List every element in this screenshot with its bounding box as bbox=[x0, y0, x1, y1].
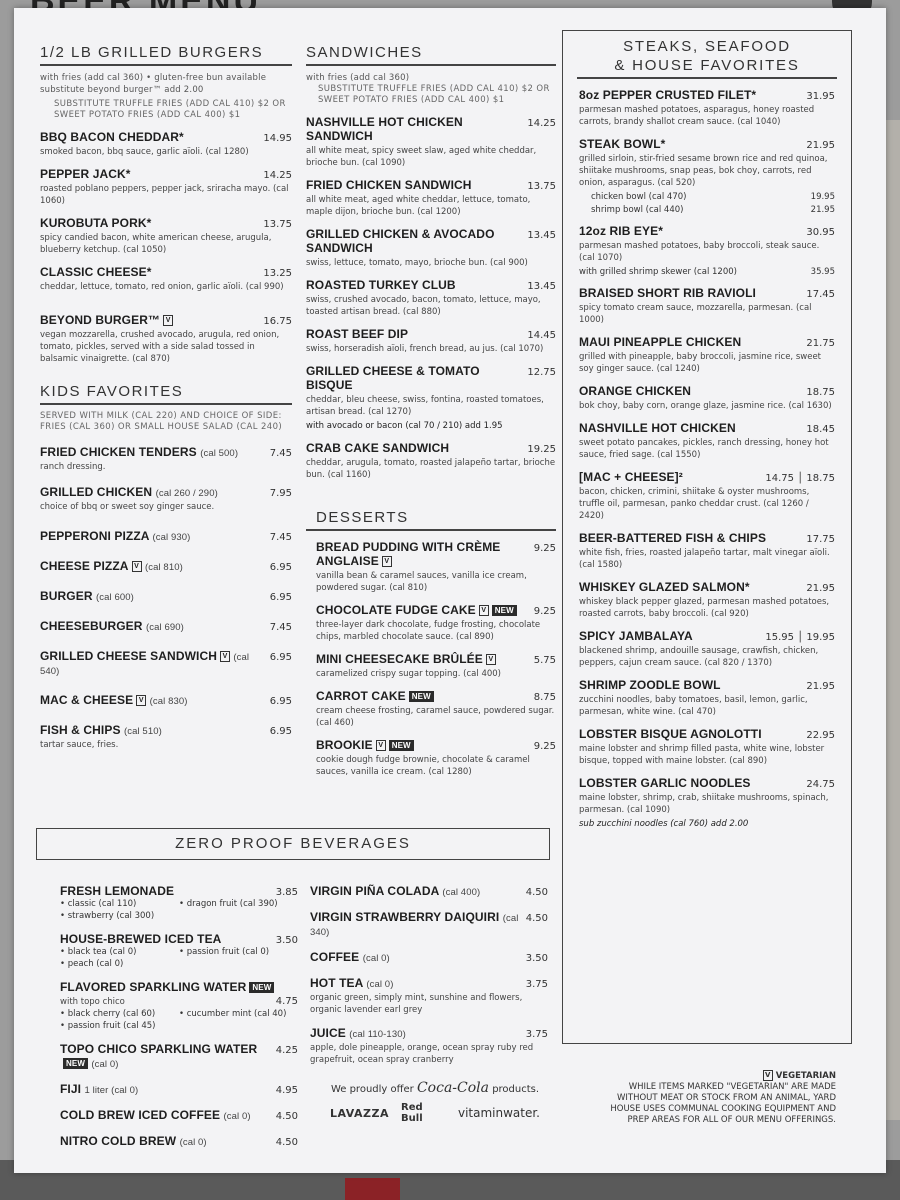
new-badge: NEW bbox=[63, 1058, 88, 1069]
proudly-text: We proudly offer bbox=[330, 1084, 414, 1095]
desserts-title: DESSERTS bbox=[306, 509, 556, 531]
menu-item bbox=[306, 115, 556, 169]
vegetarian-note: V VEGETARIAN WHILE ITEMS MARKED "VEGETARIAN" ARE MADE WITHOUT MEAT OR STOCK FROM AN ANIMAL, YARD HOUSE USES COMMUNAL COOKING EQUIPMENT AND PREP AREAS FOR ALL OF OUR MENU OFFERINGS. bbox=[610, 1071, 836, 1125]
menu-item bbox=[316, 540, 556, 594]
item-addon: chicken bowl (cal 470) 19.95 bbox=[591, 192, 835, 202]
menu-item bbox=[40, 167, 292, 207]
item-desc: spicy candied bacon, white american cheese, arugula, blueberry ketchup. (cal 1050) bbox=[40, 233, 272, 255]
menu-item bbox=[579, 224, 835, 277]
zero-proof-right bbox=[310, 884, 548, 1066]
item-desc: swiss, lettuce, tomato, mayo, brioche bun. (cal 900) bbox=[306, 258, 528, 268]
menu-item bbox=[579, 580, 835, 620]
item-price: 4.50 bbox=[275, 1111, 298, 1122]
vegetarian-icon: V bbox=[479, 605, 489, 616]
menu-item bbox=[40, 485, 292, 513]
item-price: 17.75 bbox=[806, 534, 835, 545]
item-name: MAC & CHEESE V (cal 830) bbox=[40, 693, 188, 707]
item-desc: parmesan mashed potatoes, baby broccoli, steak sauce. (cal 1070) bbox=[579, 241, 820, 263]
burgers-section bbox=[40, 44, 292, 751]
item-price: 6.95 bbox=[269, 726, 292, 737]
menu-item bbox=[40, 559, 292, 573]
item-desc: with topo chico bbox=[60, 997, 125, 1007]
menu-item bbox=[40, 589, 292, 603]
item-price: 14.95 bbox=[263, 133, 292, 144]
item-desc: cookie dough fudge brownie, chocolate & caramel sauces, vanilla ice cream. (cal 1280) bbox=[316, 755, 530, 777]
menu-item bbox=[579, 286, 835, 326]
brand-logos bbox=[330, 1080, 540, 1124]
item-name: VIRGIN STRAWBERRY DAIQUIRI (cal 340) bbox=[310, 910, 519, 938]
item-price: 8.75 bbox=[533, 692, 556, 703]
menu-item bbox=[40, 265, 292, 293]
item-name: COLD BREW ICED COFFEE (cal 0) bbox=[60, 1108, 251, 1122]
menu-item bbox=[579, 629, 835, 669]
item-price: 7.45 bbox=[269, 448, 292, 459]
item-desc: vanilla bean & caramel sauces, vanilla ice cream, powdered sugar. (cal 810) bbox=[316, 571, 527, 593]
item-name: ROAST BEEF DIP bbox=[306, 327, 409, 341]
menu-item bbox=[579, 727, 835, 767]
item-price: 30.95 bbox=[806, 227, 835, 238]
menu-item bbox=[579, 88, 835, 128]
menu-item bbox=[40, 529, 292, 543]
item-desc: maine lobster and shrimp filled pasta, white wine, lobster bisque, topped with maine lobster. (cal 890) bbox=[579, 744, 825, 766]
item-name: BROOKIE V NEW bbox=[316, 738, 414, 752]
item-name: STEAK BOWL* bbox=[579, 137, 666, 151]
item-name: MINI CHEESECAKE BRÛLÉE V bbox=[316, 652, 496, 666]
item-desc: bok choy, baby corn, orange glaze, jasmine rice. (cal 1630) bbox=[579, 401, 832, 411]
red-object bbox=[345, 1178, 400, 1200]
new-badge: NEW bbox=[409, 691, 434, 702]
vegetarian-icon: V bbox=[376, 740, 386, 751]
item-name: GRILLED CHEESE & TOMATO BISQUE bbox=[306, 364, 480, 392]
item-desc: all white meat, aged white cheddar, lettuce, tomato, maple dijon, brioche bun. (cal 1200) bbox=[306, 195, 531, 217]
item-price: 21.75 bbox=[806, 338, 835, 349]
item-price: 19.25 bbox=[527, 444, 556, 455]
menu-item bbox=[306, 327, 556, 355]
item-options: • black cherry (cal 60) • cucumber mint (cal 40) • passion fruit (cal 45) bbox=[60, 1009, 287, 1031]
new-badge: NEW bbox=[492, 605, 517, 616]
item-options: • black tea (cal 0) • passion fruit (cal 0) • peach (cal 0) bbox=[60, 947, 270, 969]
menu-item bbox=[306, 364, 556, 432]
item-price: 14.75 │ 18.75 bbox=[765, 473, 835, 484]
item-desc: smoked bacon, bbq sauce, garlic aïoli. (cal 1280) bbox=[40, 147, 249, 157]
item-desc: white fish, fries, roasted jalapeño tartar, malt vinegar aïoli. (cal 1580) bbox=[579, 548, 830, 570]
item-desc: ranch dressing. bbox=[40, 462, 106, 472]
desserts-list bbox=[306, 540, 556, 778]
item-name: VIRGIN PIÑA COLADA (cal 400) bbox=[310, 884, 481, 898]
item-price: 17.45 bbox=[806, 289, 835, 300]
item-name: TOPO CHICO SPARKLING WATERNEW (cal 0) bbox=[60, 1042, 258, 1070]
item-desc: bacon, chicken, crimini, shiitake & oyster mushrooms, truffle oil, parmesan, panko cheddar crust. (cal 1260 / 2420) bbox=[579, 487, 810, 521]
item-price: 21.95 bbox=[806, 140, 835, 151]
item-name: [MAC + CHEESE]² bbox=[579, 470, 683, 484]
item-desc: maine lobster, shrimp, crab, shiitake mushrooms, spinach, parmesan. (cal 1090) bbox=[579, 793, 829, 815]
item-name: BREAD PUDDING WITH CRÈME ANGLAISE V bbox=[316, 540, 501, 568]
steaks-list bbox=[563, 88, 851, 830]
item-price: 21.95 bbox=[806, 583, 835, 594]
menu-item bbox=[579, 776, 835, 830]
item-price: 6.95 bbox=[269, 696, 292, 707]
item-price: 15.95 │ 19.95 bbox=[765, 632, 835, 643]
item-price: 4.95 bbox=[275, 1085, 298, 1096]
item-desc: apple, dole pineapple, orange, ocean spray ruby red grapefruit, ocean spray cranberry bbox=[310, 1043, 534, 1065]
item-name: NASHVILLE HOT CHICKEN SANDWICH bbox=[306, 115, 463, 143]
item-price: 3.85 bbox=[275, 887, 298, 898]
item-price: 9.25 bbox=[533, 741, 556, 752]
item-price: 3.75 bbox=[525, 979, 548, 990]
item-name: LOBSTER GARLIC NOODLES bbox=[579, 776, 751, 790]
item-name: GRILLED CHICKEN (cal 260 / 290) bbox=[40, 485, 218, 499]
menu-item bbox=[579, 335, 835, 375]
item-name: BEER-BATTERED FISH & CHIPS bbox=[579, 531, 767, 545]
item-addon: with grilled shrimp skewer (cal 1200) 35.95 bbox=[579, 267, 835, 277]
item-desc: swiss, crushed avocado, bacon, tomato, lettuce, mayo, toasted artisan bread. (cal 880) bbox=[306, 295, 541, 317]
item-price: 16.75 bbox=[263, 316, 292, 327]
item-name: BEYOND BURGER™ V bbox=[40, 313, 173, 327]
item-name: MAUI PINEAPPLE CHICKEN bbox=[579, 335, 742, 349]
item-name: BURGER (cal 600) bbox=[40, 589, 134, 603]
item-name: CRAB CAKE SANDWICH bbox=[306, 441, 450, 455]
item-name: 8oz PEPPER CRUSTED FILET* bbox=[579, 88, 757, 102]
item-desc: swiss, horseradish aïoli, french bread, au jus. (cal 1070) bbox=[306, 344, 544, 354]
item-desc: parmesan mashed potatoes, asparagus, honey roasted carrots, brandy shallot cream sauce. (cal 1040) bbox=[579, 105, 815, 127]
item-name: CHOCOLATE FUDGE CAKE V NEW bbox=[316, 603, 517, 617]
item-price: 7.95 bbox=[269, 488, 292, 499]
item-price: 4.25 bbox=[275, 1045, 298, 1056]
item-desc: tartar sauce, fries. bbox=[40, 740, 119, 750]
item-price: 18.75 bbox=[806, 387, 835, 398]
steaks-section bbox=[562, 30, 852, 1044]
sandwiches-title: SANDWICHES bbox=[306, 44, 556, 66]
title-divider bbox=[577, 77, 837, 79]
item-desc: all white meat, spicy sweet slaw, aged white cheddar, brioche bun. (cal 1090) bbox=[306, 146, 537, 168]
vegetarian-icon: V bbox=[163, 315, 173, 326]
item-desc: blackened shrimp, andouille sausage, crawfish, chicken, peppers, cajun cream sauce. (cal 820 / 1370) bbox=[579, 646, 819, 668]
item-price: 14.25 bbox=[527, 118, 556, 129]
item-price: 4.50 bbox=[275, 1137, 298, 1148]
item-name: PEPPERONI PIZZA (cal 930) bbox=[40, 529, 191, 543]
item-desc: caramelized crispy sugar topping. (cal 400) bbox=[316, 669, 501, 679]
menu-item bbox=[40, 649, 292, 677]
burgers-note: with fries (add cal 360) • gluten-free bun available bbox=[40, 73, 267, 83]
item-name: GRILLED CHICKEN & AVOCADO SANDWICH bbox=[306, 227, 495, 255]
kids-title: KIDS FAVORITES bbox=[40, 383, 292, 405]
menu-item bbox=[306, 178, 556, 218]
item-price: 7.45 bbox=[269, 532, 292, 543]
item-name: FRIED CHICKEN SANDWICH bbox=[306, 178, 472, 192]
item-name: ROASTED TURKEY CLUB bbox=[306, 278, 456, 292]
menu-item bbox=[306, 227, 556, 269]
item-desc: whiskey black pepper glazed, parmesan mashed potatoes, roasted carrots, baby broccoli. (cal 920) bbox=[579, 597, 830, 619]
item-addon: sub zucchini noodles (cal 760) add 2.00 bbox=[579, 819, 749, 829]
item-name: CLASSIC CHEESE* bbox=[40, 265, 152, 279]
item-name: ORANGE CHICKEN bbox=[579, 384, 692, 398]
item-price: 4.50 bbox=[525, 887, 548, 898]
item-name: CHEESE PIZZA V (cal 810) bbox=[40, 559, 183, 573]
item-desc: choice of bbq or sweet soy ginger sauce. bbox=[40, 502, 215, 512]
item-price: 3.50 bbox=[525, 953, 548, 964]
item-addon: with avocado or bacon (cal 70 / 210) add 1.95 bbox=[306, 421, 503, 431]
menu-item bbox=[40, 313, 292, 365]
item-price: 6.95 bbox=[269, 562, 292, 573]
item-name: CARROT CAKE NEW bbox=[316, 689, 434, 703]
menu-item bbox=[316, 652, 556, 680]
item-price: 3.50 bbox=[275, 935, 298, 946]
item-desc: roasted poblano peppers, pepper jack, sriracha mayo. (cal 1060) bbox=[40, 184, 289, 206]
new-badge: NEW bbox=[249, 982, 274, 993]
menu-item bbox=[316, 689, 556, 729]
menu-item bbox=[579, 470, 835, 522]
item-price: 21.95 bbox=[806, 681, 835, 692]
lavazza-logo: LAVAZZA bbox=[330, 1106, 390, 1120]
item-desc: vegan mozzarella, crushed avocado, arugula, red onion, tomato, pickles, served with a side salad tossed in balsamic vinaigrette. (cal 870) bbox=[40, 330, 280, 364]
item-price: 12.75 bbox=[527, 367, 556, 378]
item-name: HOUSE-BREWED ICED TEA bbox=[60, 932, 222, 946]
red-bull-logo: Red Bull bbox=[401, 1102, 423, 1124]
menu-item bbox=[40, 619, 292, 633]
item-name: COFFEE (cal 0) bbox=[310, 950, 390, 964]
item-price: 13.75 bbox=[263, 219, 292, 230]
menu-item bbox=[40, 693, 292, 707]
menu-item bbox=[579, 678, 835, 718]
item-desc: sweet potato pancakes, pickles, ranch dressing, honey hot sauce, fried sage. (cal 1550) bbox=[579, 438, 829, 460]
item-options: • classic (cal 110) • dragon fruit (cal 390) • strawberry (cal 300) bbox=[60, 899, 278, 921]
item-price: 14.45 bbox=[527, 330, 556, 341]
menu-item bbox=[40, 130, 292, 158]
menu-item bbox=[306, 441, 556, 481]
item-desc: zucchini noodles, baby tomatoes, basil, lemon, garlic, parmesan, white wine. (cal 470) bbox=[579, 695, 808, 717]
item-price: 3.75 bbox=[525, 1029, 548, 1040]
menu-item bbox=[316, 603, 556, 643]
item-name: WHISKEY GLAZED SALMON* bbox=[579, 580, 750, 594]
menu-item bbox=[579, 384, 835, 412]
vitaminwater-logo: vitaminwater. bbox=[457, 1106, 540, 1120]
menu-item bbox=[579, 137, 835, 215]
item-desc: cream cheese frosting, caramel sauce, powdered sugar. (cal 460) bbox=[316, 706, 555, 728]
vegetarian-icon: V bbox=[486, 654, 496, 665]
item-name: FLAVORED SPARKLING WATER NEW bbox=[60, 980, 274, 994]
item-name: FISH & CHIPS (cal 510) bbox=[40, 723, 162, 737]
menu-item bbox=[579, 421, 835, 461]
item-name: NITRO COLD BREW (cal 0) bbox=[60, 1134, 207, 1148]
item-name: JUICE (cal 110-130) bbox=[310, 1026, 406, 1040]
menu-item bbox=[579, 531, 835, 571]
item-price: 9.25 bbox=[533, 606, 556, 617]
menu-item bbox=[306, 278, 556, 318]
burgers-note-3: SUBSTITUTE TRUFFLE FRIES (ADD CAL 410) $2 OR SWEET POTATO FRIES (ADD CAL 400) $1 bbox=[54, 99, 286, 120]
item-name: CHEESEBURGER (cal 690) bbox=[40, 619, 184, 633]
menu-item bbox=[316, 738, 556, 778]
vegetarian-icon: V bbox=[220, 651, 230, 662]
item-desc: cheddar, lettuce, tomato, red onion, garlic aïoli. (cal 990) bbox=[40, 282, 284, 292]
item-name: NASHVILLE HOT CHICKEN bbox=[579, 421, 736, 435]
item-price: 24.75 bbox=[806, 779, 835, 790]
item-price: 13.45 bbox=[527, 281, 556, 292]
burgers-title: 1/2 LB GRILLED BURGERS bbox=[40, 44, 292, 66]
item-name: 12oz RIB EYE* bbox=[579, 224, 663, 238]
vegetarian-icon: V bbox=[132, 561, 142, 572]
item-price: 22.95 bbox=[806, 730, 835, 741]
item-name: HOT TEA (cal 0) bbox=[310, 976, 394, 990]
vegetarian-icon: V bbox=[763, 1070, 773, 1081]
item-name: KUROBUTA PORK* bbox=[40, 216, 152, 230]
item-name: GRILLED CHEESE SANDWICH V (cal 540) bbox=[40, 649, 250, 677]
item-price: 5.75 bbox=[533, 655, 556, 666]
item-price: 13.45 bbox=[527, 230, 556, 241]
item-name: BRAISED SHORT RIB RAVIOLI bbox=[579, 286, 756, 300]
item-name: PEPPER JACK* bbox=[40, 167, 131, 181]
vegetarian-icon: V bbox=[382, 556, 392, 567]
item-price: 4.50 bbox=[525, 913, 548, 924]
item-price: 4.75 bbox=[275, 996, 298, 1007]
item-desc: spicy tomato cream sauce, mozzarella, parmesan. (cal 1000) bbox=[579, 303, 812, 325]
item-desc: cheddar, arugula, tomato, roasted jalapeño tartar, brioche bun. (cal 1160) bbox=[306, 458, 556, 480]
coca-cola-logo: Coca-Cola bbox=[416, 1080, 489, 1096]
kids-note: SERVED WITH MILK (CAL 220) AND CHOICE OF SIDE: FRIES (CAL 360) OR SMALL HOUSE SALAD (CAL 240) bbox=[40, 411, 283, 432]
item-desc: cheddar, bleu cheese, swiss, fontina, roasted tomatoes, artisan bread. (cal 1270) bbox=[306, 395, 544, 417]
sandwiches-section bbox=[306, 44, 556, 778]
burgers-note-2: substitute beyond burger™ add 2.00 bbox=[40, 85, 204, 95]
steaks-title: STEAKS, SEAFOOD & HOUSE FAVORITES bbox=[614, 38, 800, 74]
item-name: FIJI 1 liter (cal 0) bbox=[60, 1082, 139, 1096]
item-name: SHRIMP ZOODLE BOWL bbox=[579, 678, 721, 692]
item-price: 7.45 bbox=[269, 622, 292, 633]
zero-proof-title: ZERO PROOF BEVERAGES bbox=[36, 828, 550, 860]
item-price: 13.75 bbox=[527, 181, 556, 192]
menu-item bbox=[40, 445, 292, 473]
new-badge: NEW bbox=[389, 740, 414, 751]
item-price: 18.45 bbox=[806, 424, 835, 435]
item-desc: organic green, simply mint, sunshine and flowers, organic lavender earl grey bbox=[310, 993, 523, 1015]
item-name: BBQ BACON CHEDDAR* bbox=[40, 130, 184, 144]
item-price: 31.95 bbox=[806, 91, 835, 102]
item-name: FRESH LEMONADE bbox=[60, 884, 175, 898]
item-desc: three-layer dark chocolate, fudge frosting, chocolate chips, marbled chocolate sauce. (cal 890) bbox=[316, 620, 541, 642]
item-addon: shrimp bowl (cal 440) 21.95 bbox=[591, 205, 835, 215]
zero-proof-left bbox=[60, 884, 298, 1148]
item-name: FRIED CHICKEN TENDERS (cal 500) bbox=[40, 445, 239, 459]
item-name: SPICY JAMBALAYA bbox=[579, 629, 693, 643]
products-text: products. bbox=[492, 1084, 540, 1095]
menu-item bbox=[40, 216, 292, 256]
sandwiches-note: with fries (add cal 360) bbox=[306, 73, 410, 83]
item-price: 6.95 bbox=[269, 592, 292, 603]
item-price: 9.25 bbox=[533, 543, 556, 554]
item-price: 13.25 bbox=[263, 268, 292, 279]
item-name: LOBSTER BISQUE AGNOLOTTI bbox=[579, 727, 762, 741]
item-desc: grilled with pineapple, baby broccoli, jasmine rice, sweet soy ginger sauce. (cal 1240) bbox=[579, 352, 822, 374]
menu-item bbox=[40, 723, 292, 751]
vegetarian-icon: V bbox=[136, 695, 146, 706]
item-price: 6.95 bbox=[269, 652, 292, 663]
sandwiches-note-2: SUBSTITUTE TRUFFLE FRIES (ADD CAL 410) $2 OR SWEET POTATO FRIES (ADD CAL 400) $1 bbox=[318, 84, 550, 105]
item-desc: grilled sirloin, stir-fried sesame brown rice and red quinoa, shiitake mushrooms, snap peas, bok choy, carrots, red onion, asparagus. (cal 520) bbox=[579, 154, 828, 188]
item-price: 14.25 bbox=[263, 170, 292, 181]
